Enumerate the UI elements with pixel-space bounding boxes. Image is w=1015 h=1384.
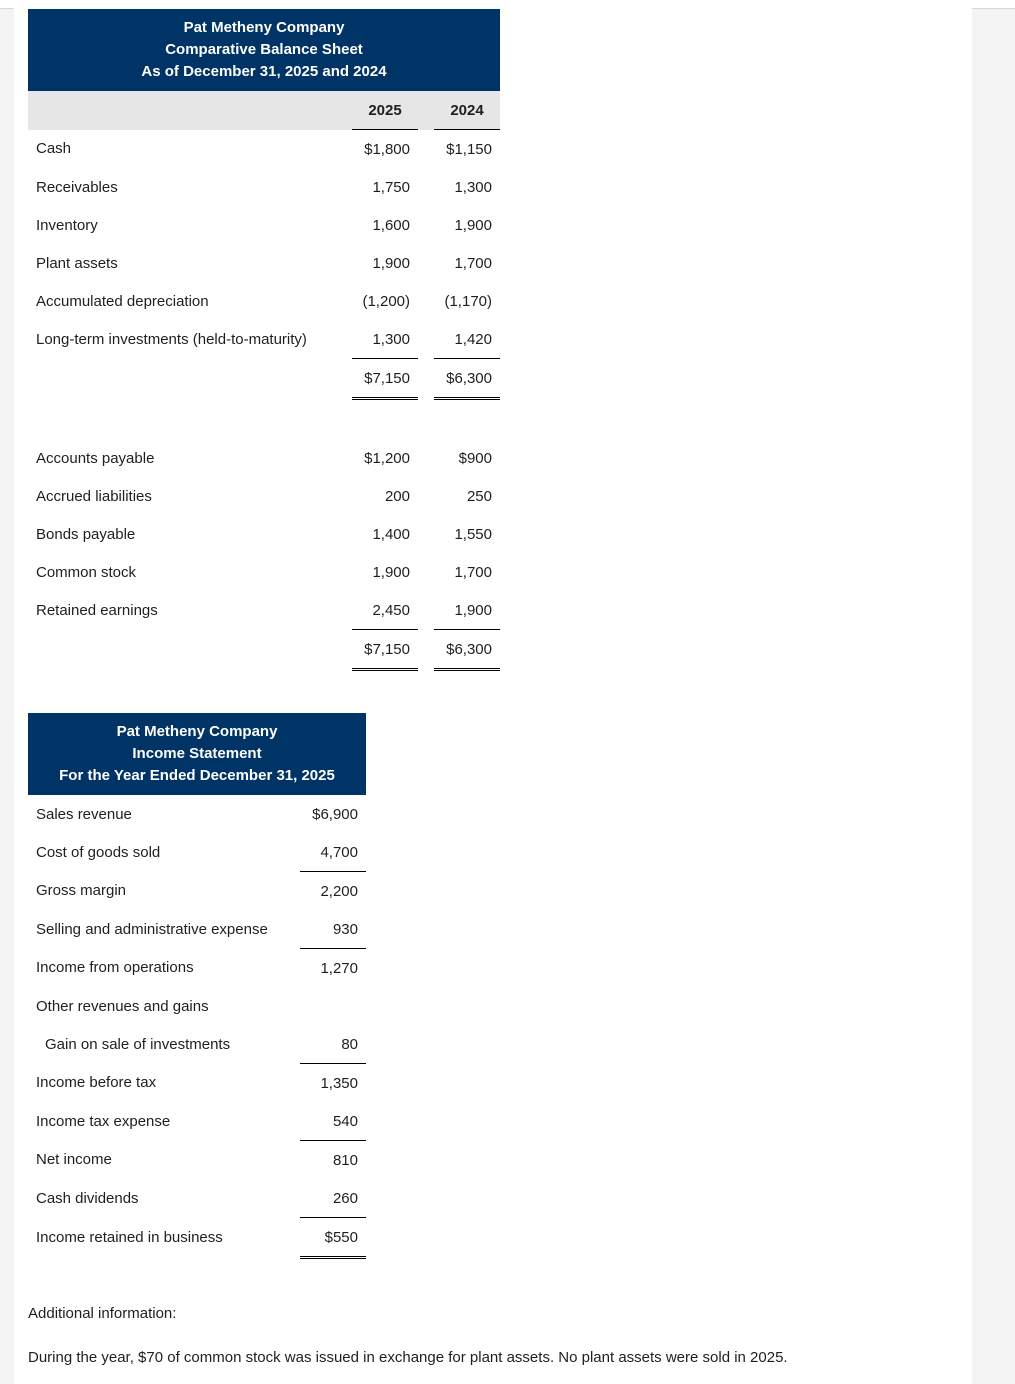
balance-sheet-table xyxy=(28,9,500,671)
company-name: Pat Metheny Company xyxy=(183,19,345,36)
row-value: 1,350 xyxy=(300,1064,366,1103)
row-label: Income from operations xyxy=(36,959,194,977)
table-row xyxy=(28,168,500,206)
table-row xyxy=(28,282,500,320)
row-label: Plant assets xyxy=(36,254,118,272)
row-label: Sales revenue xyxy=(36,805,132,823)
table-row xyxy=(28,477,500,515)
value-2025: $1,800 xyxy=(364,140,410,158)
value-2025: 1,900 xyxy=(372,254,410,272)
value-2024: 1,550 xyxy=(454,525,492,543)
row-label: Cash xyxy=(36,140,72,158)
total-liabilities-equity-row xyxy=(28,630,500,670)
table-row xyxy=(28,320,500,359)
value-2025: 1,600 xyxy=(372,216,410,234)
row-label: Income tax expense xyxy=(36,1112,171,1130)
column-header-2025: 2025 xyxy=(352,91,418,130)
total-liabilities-equity-2024: $6,300 xyxy=(434,630,500,670)
column-header-row xyxy=(28,91,500,130)
total-assets-2024: $6,300 xyxy=(434,359,500,399)
value-2025: (1,200) xyxy=(362,292,410,310)
table-row xyxy=(28,833,366,872)
row-value: $550 xyxy=(300,1218,366,1258)
row-value: 810 xyxy=(300,1141,366,1180)
value-2024: 1,700 xyxy=(454,254,492,272)
value-2024: 1,700 xyxy=(454,563,492,581)
total-assets-2025: $7,150 xyxy=(352,359,418,399)
value-2025: 1,750 xyxy=(372,178,410,196)
row-label: Selling and administrative expense xyxy=(36,920,268,938)
table-row xyxy=(28,1179,366,1218)
value-2025: 1,300 xyxy=(372,330,410,348)
row-label: Gain on sale of investments xyxy=(45,1035,231,1053)
total-assets-row xyxy=(28,359,500,399)
table-row xyxy=(28,591,500,630)
balance-sheet-header xyxy=(28,9,500,91)
row-label: Inventory xyxy=(36,216,98,234)
company-name: Pat Metheny Company xyxy=(116,723,278,740)
statement-date: As of December 31, 2025 and 2024 xyxy=(141,63,387,80)
value-2025: 200 xyxy=(384,487,410,505)
row-label: Income before tax xyxy=(36,1074,157,1092)
row-label: Other revenues and gains xyxy=(36,997,209,1015)
row-value xyxy=(300,987,366,1025)
row-label: Common stock xyxy=(36,563,137,581)
value-2025: 1,400 xyxy=(372,525,410,543)
row-label: Accrued liabilities xyxy=(36,487,152,505)
value-2024: 1,420 xyxy=(454,330,492,348)
row-value: 80 xyxy=(341,1035,358,1053)
value-2025: 2,450 xyxy=(372,601,410,619)
row-value: 260 xyxy=(332,1189,358,1207)
row-label: Net income xyxy=(36,1151,112,1169)
table-row xyxy=(28,1218,366,1258)
column-header-2024: 2024 xyxy=(434,91,500,130)
statement-title: Income Statement xyxy=(132,745,262,762)
value-2024: $1,150 xyxy=(446,140,492,158)
income-statement-header xyxy=(28,713,366,795)
row-value: $6,900 xyxy=(312,805,358,823)
row-label: Cash dividends xyxy=(36,1189,139,1207)
row-value: 540 xyxy=(332,1112,358,1130)
row-label: Retained earnings xyxy=(36,601,158,619)
row-label: Accumulated depreciation xyxy=(36,292,209,310)
row-label: Long-term investments (held-to-maturity) xyxy=(36,330,307,348)
statement-period: For the Year Ended December 31, 2025 xyxy=(59,767,335,784)
table-row xyxy=(28,910,366,949)
value-2024: $900 xyxy=(458,449,492,467)
row-label: Cost of goods sold xyxy=(36,843,161,861)
table-row xyxy=(28,1141,366,1180)
table-row xyxy=(28,987,366,1025)
total-liabilities-equity-2025: $7,150 xyxy=(352,630,418,670)
value-2024: 1,300 xyxy=(454,178,492,196)
row-value: 2,200 xyxy=(300,872,366,911)
table-row xyxy=(28,1064,366,1103)
income-statement-table xyxy=(28,713,366,1259)
table-row xyxy=(28,206,500,244)
row-value: 1,270 xyxy=(300,949,366,988)
table-row xyxy=(28,949,366,988)
table-row xyxy=(28,795,366,833)
value-2024: 1,900 xyxy=(454,601,492,619)
table-row xyxy=(28,244,500,282)
row-label: Gross margin xyxy=(36,882,127,900)
additional-info-text: During the year, $70 of common stock was issued in exchange for plant assets. No plant assets were sold in 2025. xyxy=(28,1349,788,1366)
table-row xyxy=(28,439,500,477)
row-label: Income retained in business xyxy=(36,1229,223,1246)
value-2024: 1,900 xyxy=(454,216,492,234)
table-row xyxy=(28,1025,366,1064)
value-2025: $1,200 xyxy=(364,449,410,467)
value-2024: (1,170) xyxy=(444,292,492,310)
table-row xyxy=(28,872,366,911)
row-value: 930 xyxy=(332,920,358,938)
table-row xyxy=(28,553,500,591)
statement-title: Comparative Balance Sheet xyxy=(165,41,363,58)
row-label: Bonds payable xyxy=(36,525,136,543)
row-label: Receivables xyxy=(36,178,118,196)
value-2024: 250 xyxy=(466,487,492,505)
table-row xyxy=(28,130,500,169)
row-value: 4,700 xyxy=(320,843,358,861)
value-2025: 1,900 xyxy=(372,563,410,581)
table-row xyxy=(28,1102,366,1141)
additional-info-heading: Additional information: xyxy=(28,1305,177,1322)
row-label: Accounts payable xyxy=(36,449,155,467)
table-row xyxy=(28,515,500,553)
